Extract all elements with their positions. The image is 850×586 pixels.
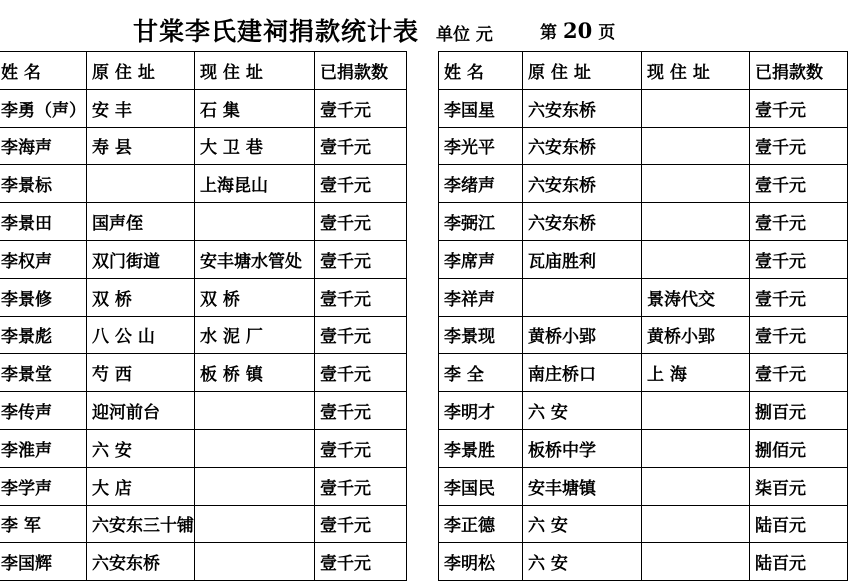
original-address-cell: 六安东桥: [523, 203, 642, 241]
table-row: [0, 543, 407, 581]
original-address-cell: 六 安: [87, 429, 195, 467]
current-address-cell: [642, 392, 750, 430]
page-suffix: 页: [598, 23, 616, 43]
table-row: [0, 429, 407, 467]
page-prefix: 第: [540, 23, 557, 43]
current-address-cell: [642, 429, 750, 467]
current-address-cell: [642, 203, 750, 241]
column-header-donation-amount: 已捐款数: [315, 52, 407, 90]
original-address-cell: 双门街道: [87, 240, 195, 278]
table-row: [0, 240, 407, 278]
header-row: [0, 8, 850, 48]
original-address-cell: 六安东桥: [523, 89, 642, 127]
original-address-cell: 迎河前台: [87, 392, 195, 430]
table-header-row: [0, 52, 407, 90]
table-body: [439, 89, 848, 580]
name-cell: 李 军: [0, 505, 87, 543]
name-cell: 李光平: [439, 127, 523, 165]
table-row: [439, 316, 848, 354]
page-number: [540, 18, 615, 43]
table-row: [439, 165, 848, 203]
donation-amount-cell: 壹千元: [315, 278, 407, 316]
original-address-cell: 六 安: [523, 392, 642, 430]
name-cell: 李海声: [0, 127, 87, 165]
name-cell: 李 全: [439, 354, 523, 392]
page-number-value: 20: [563, 18, 593, 43]
donation-amount-cell: 壹千元: [750, 278, 848, 316]
column-header-original-address: 原 住 址: [87, 52, 195, 90]
donation-amount-cell: 壹千元: [315, 203, 407, 241]
donation-amount-cell: 壹千元: [315, 505, 407, 543]
current-address-cell: 黄桥小郢: [642, 316, 750, 354]
table-row: [439, 89, 848, 127]
current-address-cell: [642, 127, 750, 165]
name-cell: 李淮声: [0, 429, 87, 467]
name-cell: 李席声: [439, 240, 523, 278]
table-row: [439, 354, 848, 392]
name-cell: 李绪声: [439, 165, 523, 203]
current-address-cell: [195, 203, 315, 241]
table-row: [0, 354, 407, 392]
current-address-cell: [195, 467, 315, 505]
current-address-cell: 景涛代交: [642, 278, 750, 316]
original-address-cell: 南庄桥口: [523, 354, 642, 392]
current-address-cell: [195, 392, 315, 430]
document-title: 甘棠李氏建祠捐款统计表: [133, 17, 420, 46]
current-address-cell: 上海昆山: [195, 165, 315, 203]
donation-amount-cell: 壹千元: [750, 89, 848, 127]
original-address-cell: 六安东桥: [523, 165, 642, 203]
original-address-cell: 安 丰: [87, 89, 195, 127]
original-address-cell: 安丰塘镇: [523, 467, 642, 505]
name-cell: 李国星: [439, 89, 523, 127]
current-address-cell: [195, 505, 315, 543]
table-row: [0, 127, 407, 165]
column-header-name: 姓 名: [439, 52, 523, 90]
donation-table-left: [0, 51, 407, 581]
table-row: [439, 240, 848, 278]
table-body: [0, 89, 407, 580]
name-cell: 李弼江: [439, 203, 523, 241]
table-row: [0, 165, 407, 203]
table-row: [0, 505, 407, 543]
original-address-cell: 板桥中学: [523, 429, 642, 467]
original-address-cell: 双 桥: [87, 278, 195, 316]
donation-amount-cell: 壹千元: [750, 240, 848, 278]
name-cell: 李景堂: [0, 354, 87, 392]
current-address-cell: 水 泥 厂: [195, 316, 315, 354]
name-cell: 李景修: [0, 278, 87, 316]
current-address-cell: [642, 240, 750, 278]
original-address-cell: 六 安: [523, 505, 642, 543]
name-cell: 李传声: [0, 392, 87, 430]
original-address-cell: 寿 县: [87, 127, 195, 165]
name-cell: 李学声: [0, 467, 87, 505]
name-cell: 李国民: [439, 467, 523, 505]
table-row: [439, 392, 848, 430]
name-cell: 李景彪: [0, 316, 87, 354]
name-cell: 李祥声: [439, 278, 523, 316]
original-address-cell: 大 店: [87, 467, 195, 505]
donation-amount-cell: 陆百元: [750, 543, 848, 581]
table-row: [439, 429, 848, 467]
donation-amount-cell: 壹千元: [315, 354, 407, 392]
name-cell: 李国辉: [0, 543, 87, 581]
table-row: [0, 392, 407, 430]
donation-amount-cell: 壹千元: [315, 316, 407, 354]
original-address-cell: 六安东桥: [523, 127, 642, 165]
donation-amount-cell: 壹千元: [315, 392, 407, 430]
current-address-cell: 大 卫 巷: [195, 127, 315, 165]
table-row: [439, 543, 848, 581]
current-address-cell: [642, 165, 750, 203]
current-address-cell: 石 集: [195, 89, 315, 127]
name-cell: 李景胜: [439, 429, 523, 467]
current-address-cell: [642, 467, 750, 505]
donation-amount-cell: 壹千元: [315, 89, 407, 127]
original-address-cell: 国声侄: [87, 203, 195, 241]
donation-amount-cell: 壹千元: [315, 240, 407, 278]
original-address-cell: 八 公 山: [87, 316, 195, 354]
original-address-cell: [523, 278, 642, 316]
current-address-cell: [195, 543, 315, 581]
current-address-cell: [642, 89, 750, 127]
original-address-cell: 瓦庙胜利: [523, 240, 642, 278]
donation-amount-cell: 捌百元: [750, 392, 848, 430]
donation-amount-cell: 陆百元: [750, 505, 848, 543]
donation-amount-cell: 壹千元: [315, 467, 407, 505]
donation-amount-cell: 捌佰元: [750, 429, 848, 467]
current-address-cell: 板 桥 镇: [195, 354, 315, 392]
donation-table-right: [438, 51, 848, 581]
column-header-name: 姓 名: [0, 52, 87, 90]
name-cell: 李景田: [0, 203, 87, 241]
table-row: [0, 89, 407, 127]
current-address-cell: [195, 429, 315, 467]
table-header-row: [439, 52, 848, 90]
name-cell: 李明才: [439, 392, 523, 430]
current-address-cell: [642, 543, 750, 581]
donation-amount-cell: 壹千元: [750, 203, 848, 241]
donation-amount-cell: 壹千元: [315, 543, 407, 581]
name-cell: 李景标: [0, 165, 87, 203]
donation-amount-cell: 壹千元: [750, 127, 848, 165]
table-row: [0, 278, 407, 316]
table-row: [439, 278, 848, 316]
donation-amount-cell: 壹千元: [315, 165, 407, 203]
table-row: [439, 467, 848, 505]
current-address-cell: 安丰塘水管处: [195, 240, 315, 278]
donation-amount-cell: 壹千元: [315, 127, 407, 165]
table-row: [439, 505, 848, 543]
name-cell: 李明松: [439, 543, 523, 581]
donation-amount-cell: 柒百元: [750, 467, 848, 505]
name-cell: 李权声: [0, 240, 87, 278]
donation-amount-cell: 壹千元: [315, 429, 407, 467]
column-header-current-address: 现 住 址: [195, 52, 315, 90]
original-address-cell: [87, 165, 195, 203]
donation-amount-cell: 壹千元: [750, 354, 848, 392]
name-cell: 李景现: [439, 316, 523, 354]
name-cell: 李正德: [439, 505, 523, 543]
column-header-donation-amount: 已捐款数: [750, 52, 848, 90]
unit-label: 单位 元: [436, 25, 493, 45]
current-address-cell: 上 海: [642, 354, 750, 392]
donation-amount-cell: 壹千元: [750, 165, 848, 203]
original-address-cell: 六安东桥: [87, 543, 195, 581]
current-address-cell: 双 桥: [195, 278, 315, 316]
table-row: [439, 127, 848, 165]
column-header-original-address: 原 住 址: [523, 52, 642, 90]
original-address-cell: 芍 西: [87, 354, 195, 392]
donation-amount-cell: 壹千元: [750, 316, 848, 354]
original-address-cell: 六安东三十铺: [87, 505, 195, 543]
table-row: [0, 467, 407, 505]
table-row: [439, 203, 848, 241]
table-row: [0, 203, 407, 241]
original-address-cell: 六 安: [523, 543, 642, 581]
current-address-cell: [642, 505, 750, 543]
name-cell: 李勇（声）: [0, 89, 87, 127]
table-row: [0, 316, 407, 354]
column-header-current-address: 现 住 址: [642, 52, 750, 90]
original-address-cell: 黄桥小郢: [523, 316, 642, 354]
